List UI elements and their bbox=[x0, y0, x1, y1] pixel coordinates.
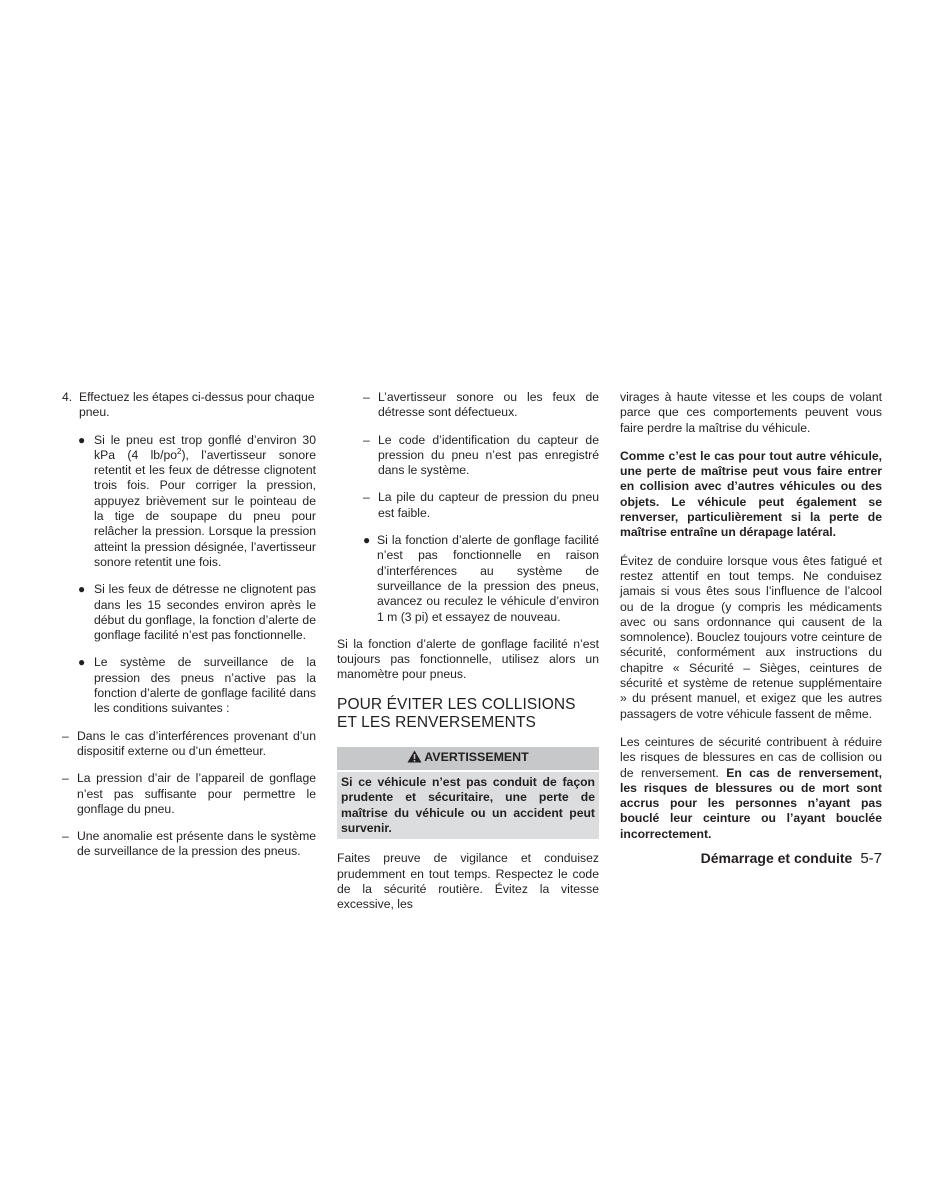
superscript: 2 bbox=[177, 446, 182, 456]
dash-icon: – bbox=[363, 390, 370, 404]
bullet-item bbox=[78, 582, 316, 643]
dash-text: La pile du capteur de pression du pneu est faible. bbox=[378, 490, 599, 520]
dash-text: Une anomalie est présente dans le système de surveillance de la pression des pneus. bbox=[77, 829, 316, 859]
bullet-icon: ● bbox=[78, 582, 86, 597]
normal-text: Les ceintures de sécurité contribuent à réduire les risques de blessures en cas de collision ou de renversement. bbox=[620, 734, 882, 780]
dash-item bbox=[363, 490, 599, 521]
paragraph: virages à haute vitesse et les coups de volant parce que ces comportements peuvent vous faire perdre la maîtrise du véhicule. bbox=[620, 390, 882, 435]
column-3 bbox=[620, 390, 882, 855]
bullet-item bbox=[78, 433, 316, 571]
dash-item bbox=[62, 771, 316, 817]
dash-item bbox=[62, 829, 316, 860]
dash-icon: – bbox=[363, 490, 370, 505]
bullet-text: Le système de surveillance de la pression des pneus n’active pas la fonction d’alerte de gonflage facilité dans les conditions suivantes : bbox=[94, 655, 316, 716]
dash-item bbox=[363, 390, 599, 421]
bullet-text: Si les feux de détresse ne clignotent pas dans les 15 secondes environ après le début du gonflage, la fonction d’alerte de gonflage facilité n’est pas fonctionnelle. bbox=[94, 582, 316, 643]
column-2 bbox=[337, 390, 599, 925]
paragraph: Faites preuve de vigilance et conduisez prudemment en tout temps. Respectez le code de la sécurité routière. Évitez la vitesse excessive, les bbox=[337, 851, 599, 912]
dash-icon: – bbox=[363, 432, 370, 447]
paragraph-bold bbox=[620, 449, 882, 541]
dash-text: Dans le cas d’interférences provenant d’un dispositif externe ou d’un émetteur. bbox=[77, 728, 316, 758]
page-footer bbox=[620, 850, 882, 867]
bullet-icon: ● bbox=[78, 432, 86, 447]
bullet-text: Si la fonction d’alerte de gonflage facilité n’est pas fonctionnelle en raison d’interférences au système de surveillance de la pression des pneus, avancez ou reculez le véhicule d’environ 1 m (3 pi) et essayez de nouveau. bbox=[377, 533, 599, 624]
dash-icon: – bbox=[62, 829, 69, 844]
step-4 bbox=[62, 390, 316, 421]
bullet-icon: ● bbox=[363, 533, 371, 548]
page-number: 5-7 bbox=[860, 850, 882, 867]
section-name: Démarrage et conduite bbox=[700, 850, 853, 866]
bold-text: Comme c’est le cas pour tout autre véhicule, une perte de maîtrise peut vous faire entrer en collision avec d’autres véhicules ou des objets. Le véhicule peut également se renverser, particulièrement si la perte de maîtrise entraîne un dérapage latéral. bbox=[620, 448, 882, 540]
warning-title bbox=[337, 747, 599, 772]
bullet-icon: ● bbox=[78, 655, 86, 670]
step-number: 4. bbox=[62, 390, 73, 404]
section-heading: POUR ÉVITER LES COLLISIONS ET LES RENVERSEMENTS bbox=[337, 695, 576, 731]
warning-triangle-icon bbox=[407, 750, 422, 767]
paragraph-mixed bbox=[620, 735, 882, 842]
dash-item bbox=[62, 729, 316, 760]
warning-body: Si ce véhicule n’est pas conduit de façon prudente et sécuritaire, une perte de maîtrise du véhicule ou un accident peut survenir. bbox=[337, 772, 599, 839]
dash-text: Le code d’identification du capteur de pression du pneu n’est pas enregistré dans le système. bbox=[378, 432, 599, 478]
bullet-text-pre: Si le pneu est trop gonflé d’environ 30 kPa (4 lb/po bbox=[94, 432, 316, 462]
dash-text: La pression d’air de l’appareil de gonflage n’est pas suffisante pour permettre le gonflage du pneu. bbox=[77, 771, 316, 816]
dash-icon: – bbox=[62, 771, 69, 786]
warning-box bbox=[337, 747, 599, 839]
bullet-item bbox=[78, 655, 316, 716]
paragraph: Évitez de conduire lorsque vous êtes fatigué et restez attentif en tout temps. Ne conduisez jamais si vous êtes sous l’influence de l’alcool ou de la drogue (y compris les médicaments avec ou sans ordonnance qui causent de la somnolence). Bouclez toujours votre ceinture de sécurité, conformément aux instructions du chapitre « Sécurité – Sièges, ceintures de sécurité et système de retenue supplémentaire » du présent manuel, et exigez que les autres passagers de votre véhicule fassent de même. bbox=[620, 553, 882, 721]
warning-title-text: AVERTISSEMENT bbox=[424, 749, 529, 764]
step-text: Effectuez les étapes ci-dessus pour chaque pneu. bbox=[79, 390, 315, 420]
dash-item bbox=[363, 433, 599, 479]
dash-text: L’avertisseur sonore ou les feux de détresse sont défectueux. bbox=[378, 390, 599, 420]
bold-text: En cas de renversement, les risques de blessures ou de mort sont accrus pour les personnes n’ayant pas bouclé leur ceinture ou l’ayant bouclée incorrectement. bbox=[620, 765, 882, 841]
dash-icon: – bbox=[62, 728, 69, 743]
paragraph: Si la fonction d’alerte de gonflage facilité n’est toujours pas fonctionnelle, utilisez alors un manomètre pour pneus. bbox=[337, 636, 599, 682]
bullet-item bbox=[363, 533, 599, 625]
bullet-text-post: ), l’avertisseur sonore retentit et les feux de détresse clignotent trois fois. Pour corriger la pression, appuyez brièvement sur le pointeau de la tige de soupape du pneu pour relâcher la pression. Lorsque la pression atteint la pression désignée, l’avertisseur sonore retentit une fois. bbox=[94, 447, 316, 569]
column-1 bbox=[62, 390, 316, 872]
